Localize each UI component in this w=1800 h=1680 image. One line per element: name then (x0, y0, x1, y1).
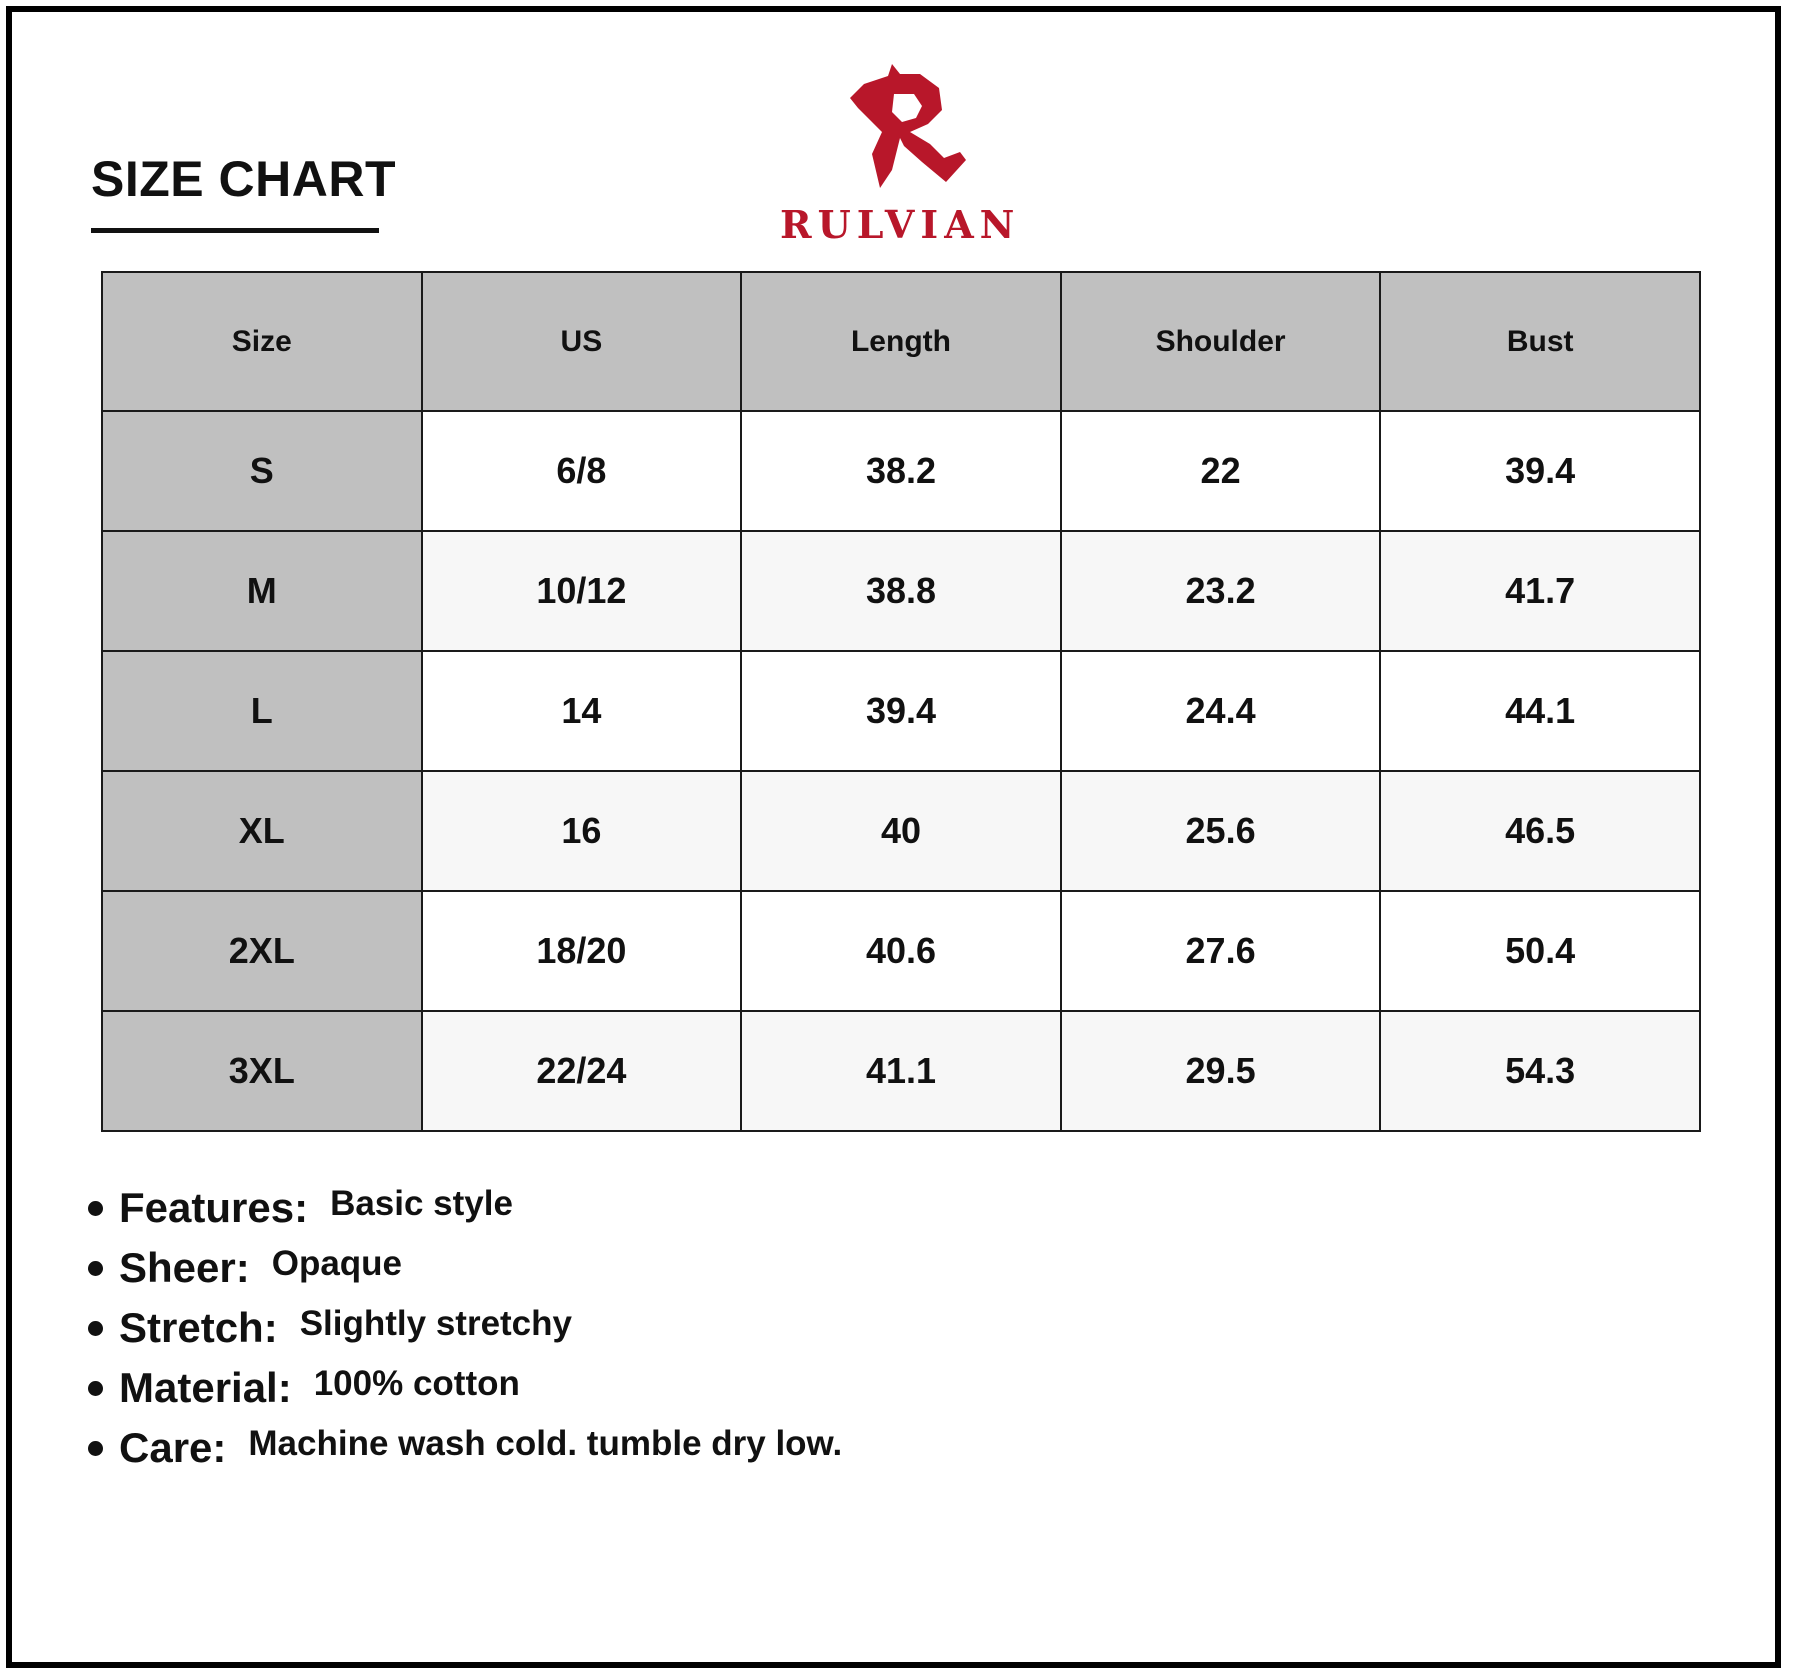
size-label-cell: XL (102, 771, 422, 891)
table-row (102, 411, 1700, 531)
size-label-cell: L (102, 651, 422, 771)
feature-label: Sheer: (119, 1244, 250, 1291)
feature-item (88, 1178, 842, 1238)
feature-value: Basic style (330, 1184, 513, 1223)
feature-label: Features: (119, 1184, 309, 1231)
feature-value: 100% cotton (313, 1364, 520, 1403)
measurement-cell: 40 (741, 771, 1061, 891)
feature-item (88, 1358, 842, 1418)
size-label-cell: 3XL (102, 1011, 422, 1131)
table-row (102, 771, 1700, 891)
measurement-cell: 23.2 (1061, 531, 1381, 651)
measurement-cell: 40.6 (741, 891, 1061, 1011)
measurement-cell: 38.8 (741, 531, 1061, 651)
table-row (102, 531, 1700, 651)
measurement-cell: 6/8 (422, 411, 742, 531)
measurement-cell: 14 (422, 651, 742, 771)
column-header: Shoulder (1061, 272, 1381, 411)
measurement-cell: 41.7 (1380, 531, 1700, 651)
bullet-icon (88, 1261, 103, 1276)
bullet-icon (88, 1381, 103, 1396)
feature-value: Slightly stretchy (299, 1304, 572, 1343)
bullet-icon (88, 1441, 103, 1456)
size-label-cell: M (102, 531, 422, 651)
title-underline (91, 228, 379, 233)
column-header: Length (741, 272, 1061, 411)
size-label-cell: 2XL (102, 891, 422, 1011)
measurement-cell: 39.4 (1380, 411, 1700, 531)
measurement-cell: 29.5 (1061, 1011, 1381, 1131)
table-row (102, 1011, 1700, 1131)
column-header: US (422, 272, 742, 411)
measurement-cell: 18/20 (422, 891, 742, 1011)
feature-value: Machine wash cold. tumble dry low. (248, 1424, 843, 1463)
product-features-list (88, 1178, 842, 1478)
measurement-cell: 44.1 (1380, 651, 1700, 771)
measurement-cell: 46.5 (1380, 771, 1700, 891)
page-title: SIZE CHART (91, 151, 396, 207)
table-row (102, 651, 1700, 771)
measurement-cell: 16 (422, 771, 742, 891)
size-label-cell: S (102, 411, 422, 531)
column-header: Size (102, 272, 422, 411)
feature-value: Opaque (271, 1244, 403, 1283)
bullet-icon (88, 1321, 103, 1336)
measurement-cell: 39.4 (741, 651, 1061, 771)
table-header-row (102, 272, 1700, 411)
stylized-r-logo-icon (842, 64, 972, 199)
measurement-cell: 50.4 (1380, 891, 1700, 1011)
measurement-cell: 22 (1061, 411, 1381, 531)
feature-item (88, 1418, 842, 1478)
feature-label: Material: (119, 1364, 292, 1411)
column-header: Bust (1380, 272, 1700, 411)
feature-label: Care: (119, 1424, 227, 1471)
table-row (102, 891, 1700, 1011)
feature-item (88, 1298, 842, 1358)
measurement-cell: 22/24 (422, 1011, 742, 1131)
measurement-cell: 41.1 (741, 1011, 1061, 1131)
measurement-cell: 38.2 (741, 411, 1061, 531)
feature-label: Stretch: (119, 1304, 278, 1351)
measurement-cell: 10/12 (422, 531, 742, 651)
measurement-cell: 25.6 (1061, 771, 1381, 891)
brand-logo (780, 64, 1020, 254)
measurement-cell: 54.3 (1380, 1011, 1700, 1131)
measurement-cell: 24.4 (1061, 651, 1381, 771)
feature-item (88, 1238, 842, 1298)
brand-wordmark: RULVIAN (780, 202, 1021, 247)
bullet-icon (88, 1201, 103, 1216)
size-chart-table (101, 271, 1701, 1132)
measurement-cell: 27.6 (1061, 891, 1381, 1011)
